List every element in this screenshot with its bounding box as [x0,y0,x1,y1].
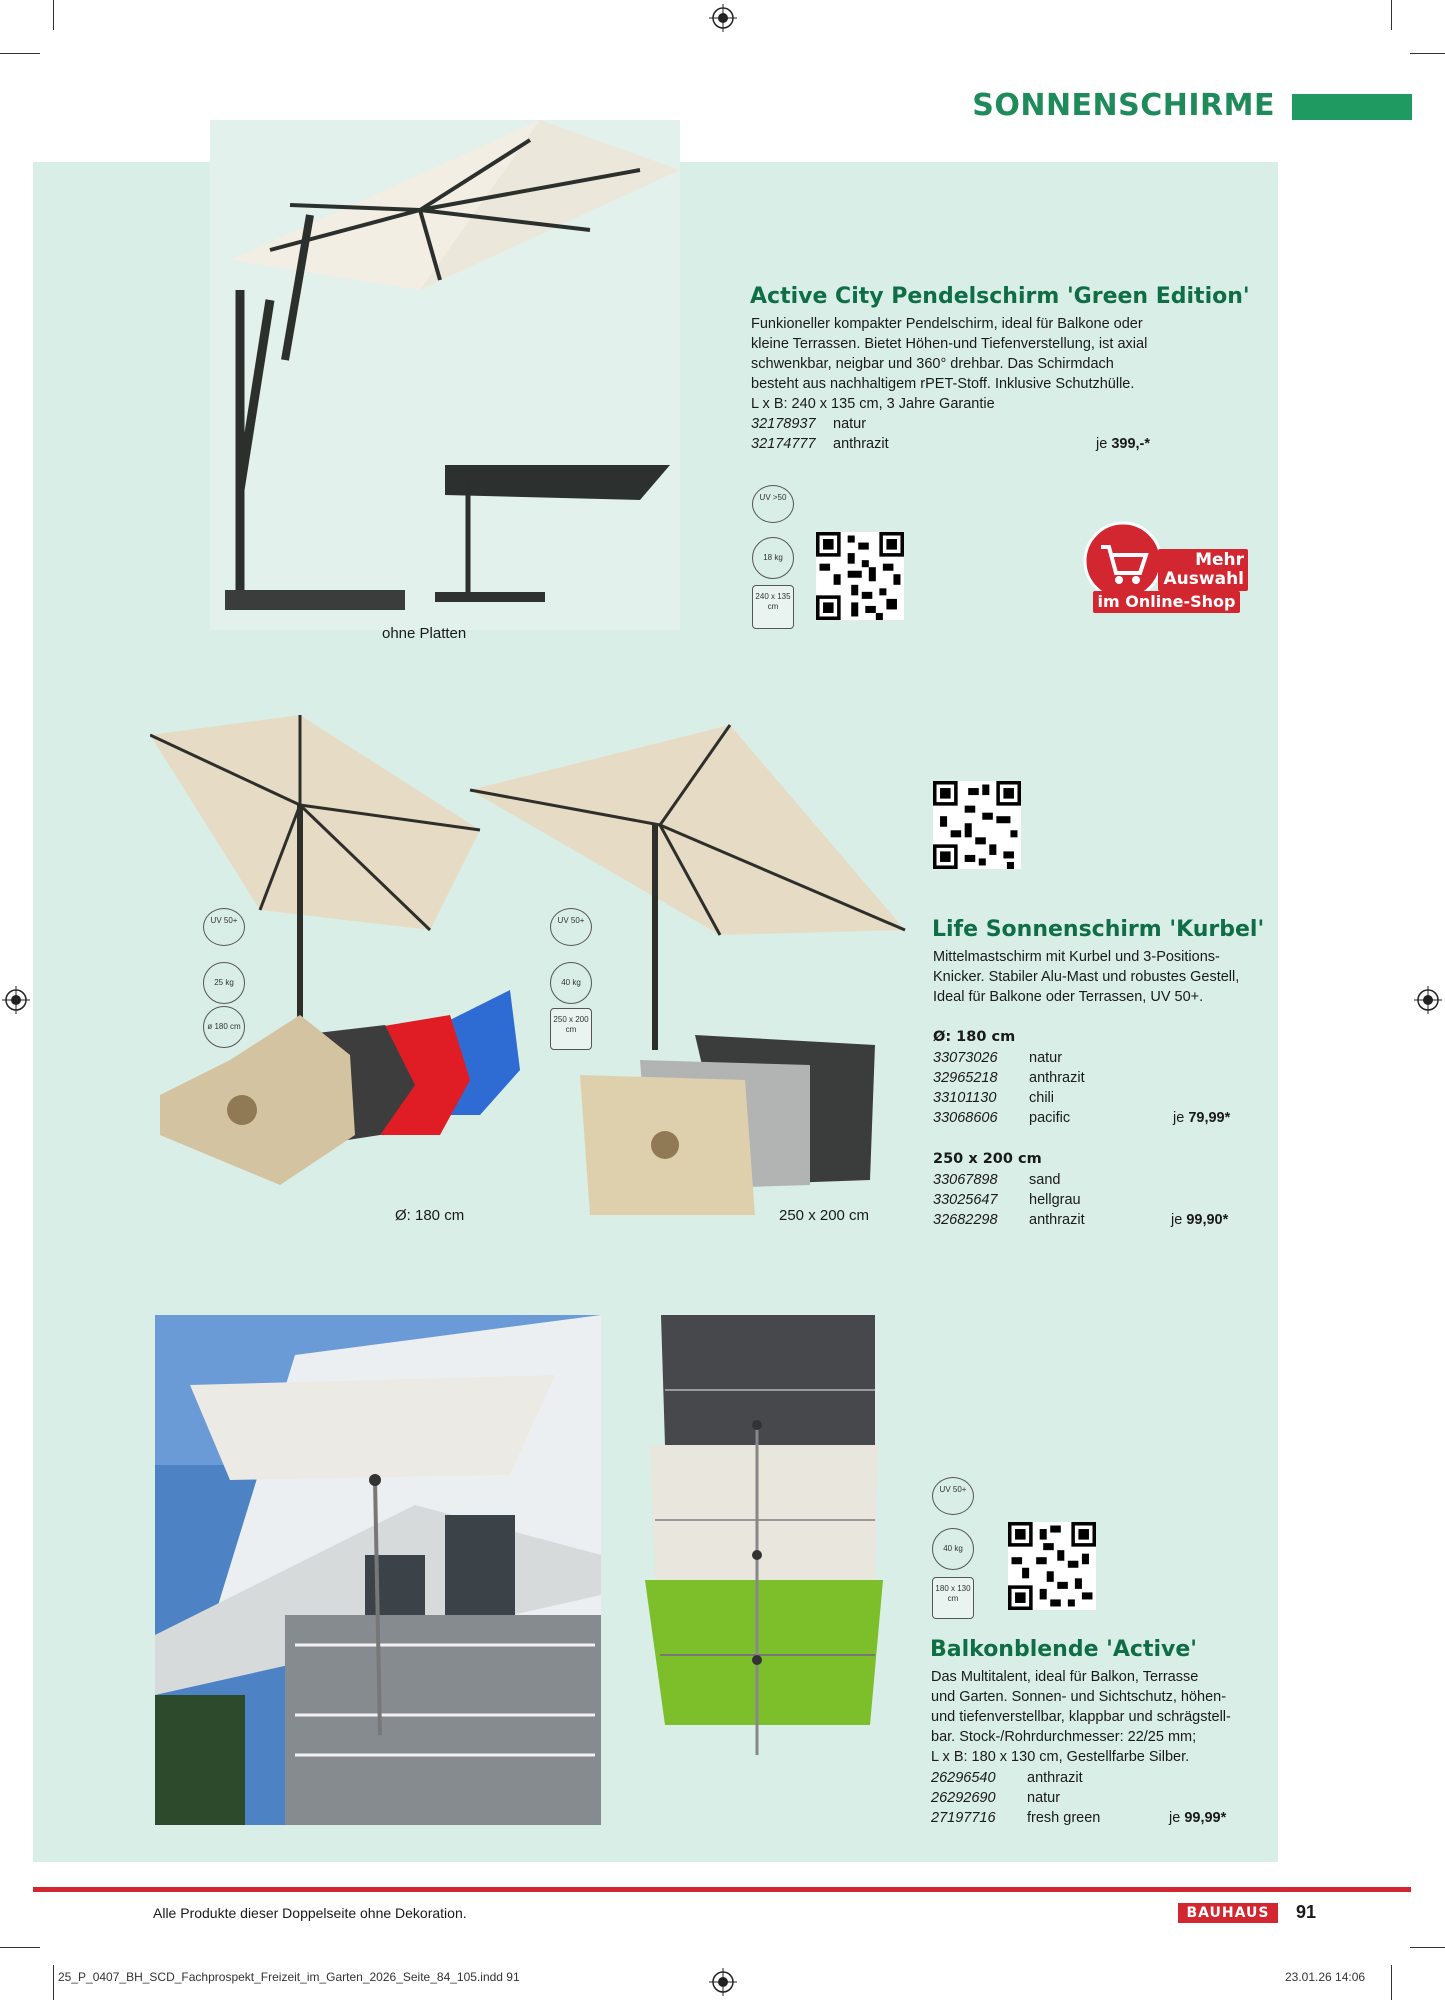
variant-color: fresh green [1027,1810,1101,1826]
variant-list [751,414,1161,454]
size-icon [550,1008,592,1050]
variant-row [933,1088,1243,1108]
kurbel-schirm-image [150,715,910,1225]
variant-color: natur [1027,1790,1061,1806]
variant-row [933,1108,1243,1128]
variant-color: pacific [1029,1110,1071,1126]
price-prefix: je [1169,1810,1185,1826]
article-number: 32965218 [933,1070,998,1086]
article-number: 32174777 [751,436,816,452]
article-number: 32178937 [751,416,816,432]
price-value: 399,-* [1111,436,1151,452]
description-line: Mittelmastschirm mit Kurbel und 3-Positions- [933,949,1220,965]
page-number: 91 [1296,1902,1317,1922]
price-prefix: je [1096,436,1112,452]
description-line: schwenkbar, neigbar und 360° drehbar. Das Schirmdach [751,356,1114,372]
description-line: Funkioneller kompakter Pendelschirm, ideal für Balkone oder [751,316,1143,332]
crop-mark [1410,1947,1445,1948]
weight-icon [550,962,592,1004]
article-number: 26296540 [931,1770,996,1786]
footer-note: Alle Produkte dieser Doppelseite ohne Dekoration. [153,1905,467,1921]
article-number: 26292690 [931,1790,996,1806]
badge-line: Auswahl [1163,569,1244,589]
size-label: ø 180 cm [207,1022,241,1031]
price-prefix: je [1173,1110,1189,1126]
variant-color: chili [1029,1090,1054,1106]
section-title: SONNENSCHIRME [972,88,1275,123]
group-heading: Ø: 180 cm [933,1029,1016,1045]
section-accent-bar [1292,94,1412,120]
print-date: 23.01.26 14:06 [1285,1970,1366,1984]
size-icon [932,1577,974,1619]
variant-row [933,1190,1243,1210]
description-line: Knicker. Stabiler Alu-Mast und robustes Gestell, [933,969,1240,985]
price [1096,434,1150,454]
weight-label: 40 kg [561,978,581,987]
price-value: 99,90* [1186,1212,1229,1228]
description-line: L x B: 180 x 130 cm, Gestellfarbe Silber. [931,1749,1190,1765]
article-number: 27197716 [931,1810,996,1826]
price-value: 99,99* [1184,1810,1227,1826]
registration-mark-icon [2,986,30,1014]
uv-protection-icon [752,485,794,523]
pendelschirm-image [210,110,690,630]
crop-mark [53,0,54,30]
variant-row [933,1210,1243,1230]
brand-logo: BAUHAUS [1178,1903,1278,1923]
crop-mark [53,1965,54,2000]
uv-protection-icon [203,908,245,946]
product-title: Balkonblende 'Active' [930,1637,1198,1662]
uv-protection-icon [932,1477,974,1515]
size-label: 180 x 130 cm [935,1584,971,1603]
price [1169,1808,1226,1828]
variant-row [931,1768,1241,1788]
weight-icon [932,1528,974,1570]
description-line: kleine Terrassen. Bietet Höhen-und Tiefenverstellung, ist axial [751,336,1148,352]
variant-color: hellgrau [1029,1192,1081,1208]
weight-icon [203,962,245,1004]
variant-list [931,1768,1241,1828]
uv-label: UV >50 [759,493,787,502]
crop-mark [0,53,40,54]
group-heading: 250 x 200 cm [933,1151,1042,1167]
price-value: 79,99* [1188,1110,1231,1126]
product-title: Active City Pendelschirm 'Green Edition' [750,284,1250,309]
product-description [751,314,1171,414]
size-label: 240 x 135 cm [755,592,791,611]
article-number: 33068606 [933,1110,998,1126]
uv-label: UV 50+ [557,916,585,925]
badge-text [1158,549,1248,591]
size-label: 250 x 200 cm [553,1015,589,1034]
variant-row [933,1170,1243,1190]
diameter-icon [203,1006,245,1048]
variant-color: natur [1029,1050,1063,1066]
product-description [933,947,1263,1007]
variant-color: anthrazit [1029,1212,1085,1228]
uv-label: UV 50+ [939,1485,967,1494]
image-caption: Ø: 180 cm [395,1207,465,1224]
registration-mark-icon [709,1968,737,1996]
crop-mark [1391,1965,1392,2000]
qr-code-icon[interactable] [933,781,1021,869]
description-line: und Garten. Sonnen- und Sichtschutz, höhen- [931,1689,1227,1705]
size-icon [752,585,794,629]
weight-label: 25 kg [214,978,234,987]
weight-icon [752,537,794,579]
variant-row [751,434,1161,454]
qr-code-icon[interactable] [1008,1522,1096,1610]
badge-line: im Online-Shop [1093,591,1240,613]
variant-color: sand [1029,1172,1061,1188]
description-line: L x B: 240 x 135 cm, 3 Jahre Garantie [751,396,995,412]
description-line: bar. Stock-/Rohrdurchmesser: 22/25 mm; [931,1729,1197,1745]
price [1173,1108,1230,1128]
online-shop-badge[interactable] [1083,521,1243,621]
description-line: Das Multitalent, ideal für Balkon, Terrasse [931,1669,1199,1685]
print-slug: 25_P_0407_BH_SCD_Fachprospekt_Freizeit_im_Garten_2026_Seite_84_105.indd 91 [58,1970,520,1984]
qr-code-icon[interactable] [816,532,904,620]
variant-group [933,1148,1243,1230]
article-number: 33025647 [933,1192,998,1208]
price-prefix: je [1171,1212,1187,1228]
uv-protection-icon [550,908,592,946]
description-line: und tiefenverstellbar, klappbar und schrägstell- [931,1709,1231,1725]
registration-mark-icon [1414,986,1442,1014]
article-number: 32682298 [933,1212,998,1228]
product-description [931,1667,1261,1767]
weight-label: 18 kg [763,553,783,562]
badge-line: Mehr [1195,550,1244,570]
crop-mark [0,1947,40,1948]
description-line: besteht aus nachhaltigem rPET-Stoff. Inklusive Schutzhülle. [751,376,1135,392]
shopping-cart-icon [1083,521,1163,601]
product-title: Life Sonnenschirm 'Kurbel' [932,917,1265,942]
price [1171,1210,1228,1230]
crop-mark [1391,0,1392,30]
balkonblende-colors-image [645,1315,885,1755]
weight-label: 40 kg [943,1544,963,1553]
registration-mark-icon [709,4,737,32]
variant-row [931,1808,1241,1828]
variant-color: anthrazit [1027,1770,1083,1786]
variant-row [931,1788,1241,1808]
article-number: 33067898 [933,1172,998,1188]
image-caption: ohne Platten [382,625,467,642]
variant-color: natur [833,416,867,432]
article-number: 33101130 [933,1090,997,1106]
image-caption: 250 x 200 cm [779,1207,870,1224]
variant-row [933,1068,1243,1088]
variant-row [933,1048,1243,1068]
footer-rule [33,1887,1411,1892]
variant-color: anthrazit [1029,1070,1085,1086]
uv-label: UV 50+ [210,916,238,925]
crop-mark [1410,53,1445,54]
variant-row [751,414,1161,434]
balkonblende-balcony-photo [155,1315,601,1825]
article-number: 33073026 [933,1050,998,1066]
variant-color: anthrazit [833,436,889,452]
variant-group [933,1026,1243,1128]
description-line: Ideal für Balkone oder Terrassen, UV 50+. [933,989,1204,1005]
